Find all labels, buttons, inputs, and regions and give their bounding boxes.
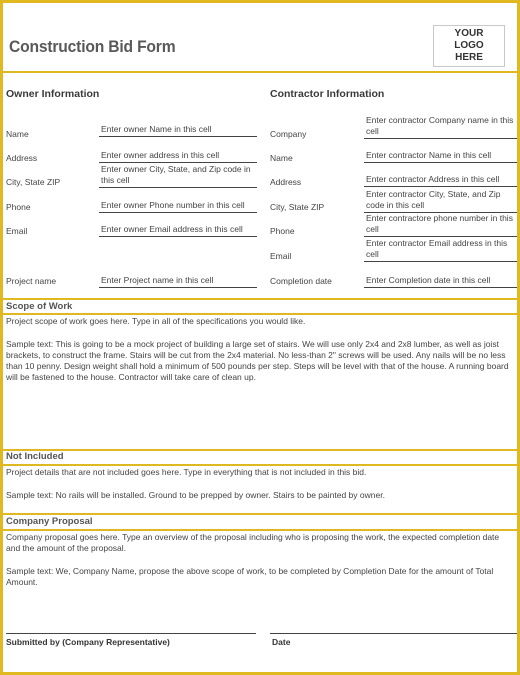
not-included-rule	[3, 464, 517, 466]
not-included-title: Not Included	[6, 451, 64, 462]
contractor-email-value: Enter contractor Email address in this cell	[366, 238, 508, 259]
logo-placeholder	[433, 25, 505, 67]
owner-name-value: Enter owner Name in this cell	[101, 124, 212, 134]
scope-divider	[3, 298, 517, 300]
contractor-name-field[interactable]	[364, 141, 519, 163]
proposal-title: Company Proposal	[6, 516, 93, 527]
owner-phone-field[interactable]	[99, 189, 257, 213]
completion-date-value: Enter Completion date in this cell	[366, 275, 491, 285]
logo-text: YOUR LOGO HERE	[454, 28, 484, 63]
project-name-field[interactable]	[99, 271, 257, 288]
owner-name-field[interactable]	[99, 113, 257, 137]
owner-email-field[interactable]	[99, 213, 257, 237]
owner-heading: Owner Information	[6, 88, 100, 100]
date-line[interactable]	[270, 633, 519, 634]
contractor-heading: Contractor Information	[270, 88, 385, 100]
owner-name-label: Name	[6, 129, 29, 139]
contractor-address-value: Enter contractor Address in this cell	[366, 174, 500, 184]
completion-date-field[interactable]	[364, 271, 519, 288]
contractor-address-field[interactable]	[364, 165, 519, 187]
completion-date-label: Completion date	[270, 276, 332, 286]
submitted-by-label: Submitted by (Company Representative)	[6, 637, 170, 647]
proposal-divider	[3, 513, 517, 515]
project-name-label: Project name	[6, 276, 57, 286]
contractor-name-label: Name	[270, 153, 293, 163]
owner-address-field[interactable]	[99, 141, 257, 163]
contractor-phone-value: Enter contractore phone number in this cell	[366, 213, 513, 234]
proposal-intro[interactable]: Company proposal goes here. Type an overview of the proposal including who is proposing the work, the expected completion date and the amount of the proposal.	[6, 532, 500, 553]
owner-city-label: City, State ZIP	[6, 177, 61, 187]
contractor-phone-field[interactable]	[364, 213, 519, 237]
not-included-sample[interactable]: Sample text: No rails will be installed. Ground to be prepped by owner. Stairs to be painted by owner.	[6, 490, 385, 500]
contractor-email-label: Email	[270, 251, 292, 261]
owner-email-label: Email	[6, 226, 28, 236]
contractor-name-value: Enter contractor Name in this cell	[366, 150, 492, 160]
scope-rule	[3, 313, 517, 315]
project-name-value: Enter Project name in this cell	[101, 275, 214, 285]
proposal-rule	[3, 529, 517, 531]
scope-sample[interactable]: Sample text: This is going to be a mock project of building a large set of stairs. We will use only 2x4 and 2x8 lumber, as well as joist brackets, to construct the frame. Stairs will be cut from the 2x4 material. No less-than 2" screws will be used. Any nails will be no less than 10 penny. Design weight shall hold a minimum of 500 pounds per step. Steps will be level with that of the house. A running board will be fastened to the house. Contractor will take care of clean up.	[6, 339, 509, 382]
contractor-city-value: Enter contractor City, State, and Zip code in this cell	[366, 189, 501, 210]
not-included-intro[interactable]: Project details that are not included goes here. Type in everything that is not included in this bid.	[6, 467, 367, 477]
scope-intro[interactable]: Project scope of work goes here. Type in all of the specifications you would like.	[6, 316, 306, 326]
form-header	[3, 3, 517, 73]
not-included-divider	[3, 449, 517, 451]
owner-phone-value: Enter owner Phone number in this cell	[101, 200, 245, 210]
owner-city-value: Enter owner City, State, and Zip code in this cell	[101, 164, 251, 185]
date-label: Date	[272, 637, 291, 647]
contractor-city-label: City, State ZIP	[270, 202, 325, 212]
owner-email-value: Enter owner Email address in this cell	[101, 224, 243, 234]
contractor-company-label: Company	[270, 129, 307, 139]
contractor-company-value: Enter contractor Company name in this cell	[366, 115, 514, 136]
contractor-address-label: Address	[270, 177, 302, 187]
owner-city-field[interactable]	[99, 164, 257, 188]
submitted-by-line[interactable]	[6, 633, 256, 634]
owner-address-label: Address	[6, 153, 38, 163]
contractor-email-field[interactable]	[364, 238, 519, 262]
page-title: Construction Bid Form	[9, 37, 176, 56]
owner-phone-label: Phone	[6, 202, 31, 212]
owner-address-value: Enter owner address in this cell	[101, 150, 220, 160]
scope-title: Scope of Work	[6, 301, 73, 312]
contractor-phone-label: Phone	[270, 226, 295, 236]
proposal-sample[interactable]: Sample text: We, Company Name, propose the above scope of work, to be completed by Completion Date for the amount of Total Amount.	[6, 566, 494, 587]
contractor-company-field[interactable]	[364, 115, 519, 139]
contractor-city-field[interactable]	[364, 189, 519, 213]
